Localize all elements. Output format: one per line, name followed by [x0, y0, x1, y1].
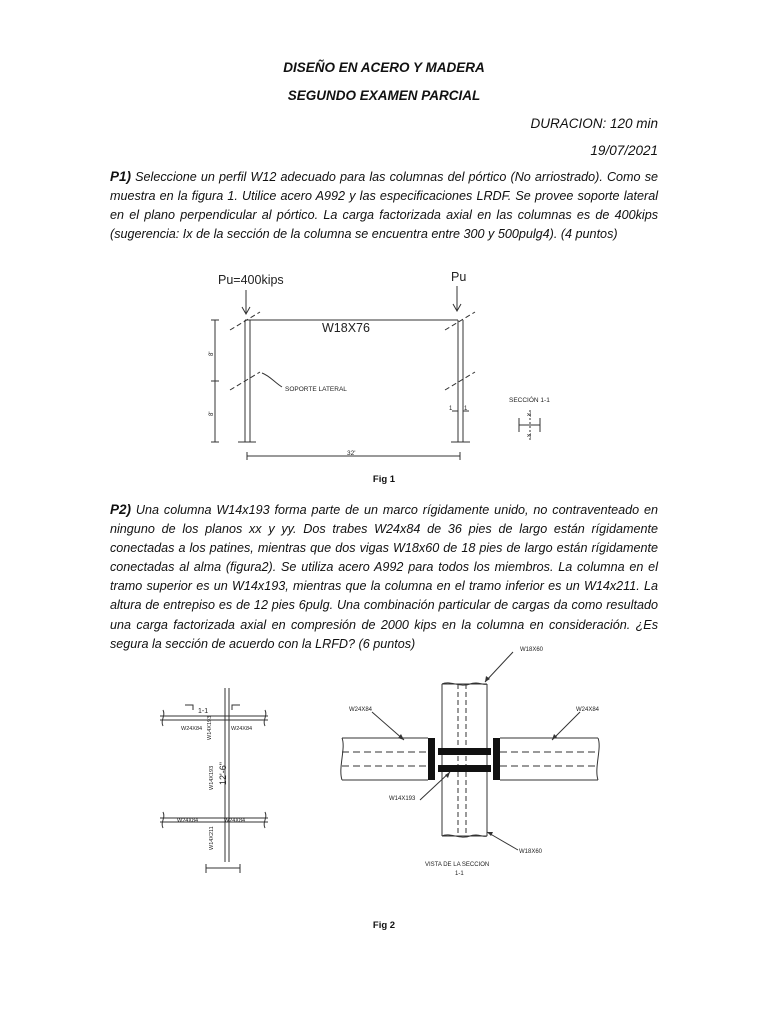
section-mark-label: 1-1 — [198, 708, 209, 715]
axis-x2-label: x| — [527, 433, 532, 439]
section-left-label: W24X84 — [349, 707, 373, 713]
problem-2 — [110, 500, 658, 654]
exam-duration: DURACION: 120 min — [530, 116, 658, 131]
exam-date: 19/07/2021 — [590, 143, 658, 158]
span-label: 32' — [347, 450, 356, 457]
section-right-label: W24X84 — [576, 707, 600, 713]
load-right-label: Pu — [451, 270, 467, 284]
beam-tr-label: W24X84 — [231, 726, 253, 732]
dim-bottom-label: 8' — [209, 411, 215, 416]
problem-1-text: Seleccione un perfil W12 adecuado para las columnas del pórtico (No arriostrado). Como se muestra en la figura 1. Utilice acero A992 y las especificaciones LRDF. Se provee soporte lateral en el plano perpendicular al pórtico. La carga factorizada axial en las columnas es de 400kips (sugerencia: Ix de la sección de la columna se encuentra entre 300 y 500pulg4). (4 puntos) — [110, 170, 658, 242]
lateral-support-label: SOPORTE LATERAL — [285, 386, 347, 393]
exam-title: SEGUNDO EXAMEN PARCIAL — [287, 88, 481, 103]
cut-right-label: 1 — [464, 406, 468, 412]
cut-left-label: 1 — [449, 406, 453, 412]
section-view-label-2: 1-1 — [455, 871, 464, 877]
story-height-label: 12'-6" — [218, 762, 228, 785]
section-view-label: VISTA DE LA SECCION — [425, 862, 490, 868]
figure-2-caption: Fig 2 — [372, 920, 396, 931]
section-label: SECCIÓN 1-1 — [509, 397, 550, 404]
col-bottom-label: W14X211 — [209, 826, 215, 850]
beam-tl-label: W24X84 — [181, 726, 203, 732]
figure-1-caption: Fig 1 — [372, 474, 396, 485]
dim-top-label: 8' — [209, 351, 215, 356]
col-top-label: W14X193 — [207, 715, 213, 740]
section-col-label: W14X193 — [389, 796, 416, 802]
problem-2-text: Una columna W14x193 forma parte de un marco rígidamente unido, no contraventeado en ninguno de los planos xx y yy. Dos trabes W24x84 de 36 pies de largo están rígidamente conectadas a los patines, mientras que dos vigas W18x60 de 18 pies de largo están rígidamente conectadas al alma (figura2). Se utiliza acero A992 para todos los miembros. La columna en el tramo superior es un W14x193, mientras que la columna en el tramo inferior es un W14x211. La altura de entrepiso es de 12 pies 6pulg. Una combinación particular de cargas da como resultado una carga factorizada axial en compresión de 2000 kips en la columna en consideración. ¿Es segura la sección de acuerdo con la LRFD? (6 puntos) — [110, 503, 658, 651]
load-left-label: Pu=400kips — [218, 273, 284, 287]
axis-x-label: x| — [527, 412, 532, 418]
section-top-label: W18X60 — [520, 647, 544, 653]
beam-bl-label: W24X84 — [177, 818, 199, 824]
beam-br-label: W24X84 — [224, 818, 246, 824]
problem-2-label: P2) — [110, 502, 132, 517]
course-title: DISEÑO EN ACERO Y MADERA — [283, 60, 485, 75]
problem-1 — [110, 167, 658, 244]
problem-1-label: P1) — [110, 169, 132, 184]
section-bottom-label: W18X60 — [519, 849, 543, 855]
beam-label: W18X76 — [322, 321, 370, 335]
col-mid-label: W14X193 — [209, 765, 215, 790]
